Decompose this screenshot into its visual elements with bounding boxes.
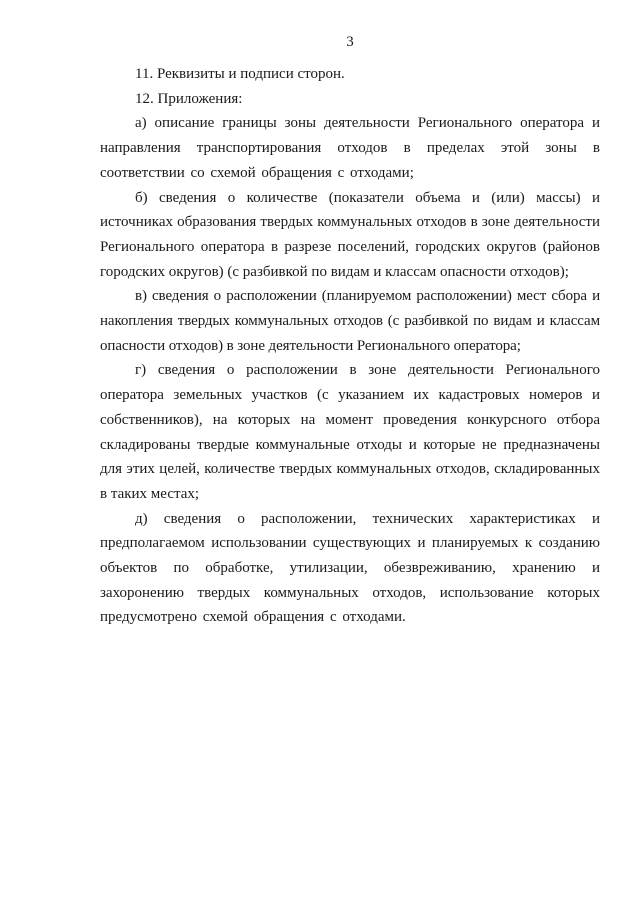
appendix-item-a: а) описание границы зоны деятельности Регионального оператора и направления транспортирования отходов в пределах этой зоны в соответствии со схемой обращения с отходами; [100, 115, 600, 181]
document-body [100, 62, 600, 630]
section-11-requisites: 11. Реквизиты и подписи сторон. [135, 66, 345, 82]
appendix-item-d: д) сведения о расположении, технических характеристиках и предполагаемом использовании существующих и планируемых к созданию объектов по обработке, утилизации, обезвреживанию, хранению и захоронению твердых коммунальных отходов, использование которых предусмотрено схемой обращения с отходами. [100, 510, 600, 626]
appendix-item-b: б) сведения о количестве (показатели объема и (или) массы) и источниках образования твердых коммунальных отходов в зоне деятельности Регионального оператора в разрезе поселений, городских округов (районов городских округов) (с разбивкой по видам и классам опасности отходов); [100, 189, 600, 280]
appendix-item-v: в) сведения о расположении (планируемом расположении) мест сбора и накопления твердых коммунальных отходов (с разбивкой по видам и классам опасности отходов) в зоне деятельности Регионального оператора; [100, 288, 600, 354]
page-number: 3 [346, 34, 354, 50]
section-12-appendices-heading: 12. Приложения: [135, 90, 243, 107]
appendix-item-g: г) сведения о расположении в зоне деятельности Регионального оператора земельных участков (с указанием их кадастровых номеров и собственников), на которых на момент проведения конкурсного отбора складированы твердые коммунальные отходы и которые не предназначены для этих целей, количестве твердых коммунальных отходов, складированных в таких местах; [100, 362, 600, 502]
